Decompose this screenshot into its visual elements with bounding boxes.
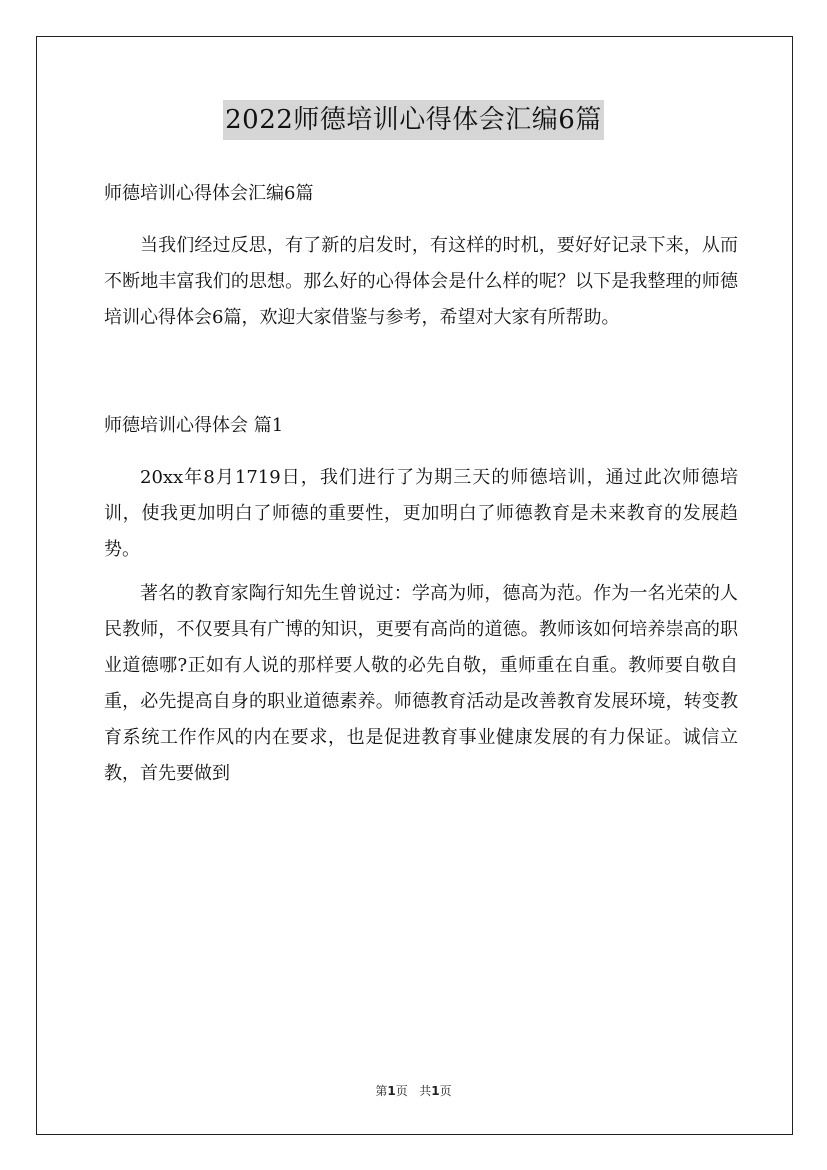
section-heading-1: 师德培训心得体会 篇1 (104, 415, 284, 436)
section1-paragraph-2: 著名的教育家陶行知先生曾说过：学高为师，德高为范。作为一名光荣的人民教师，不仅要具有广博的知识，更要有高尚的道德。教师该如何培养崇高的职业道德哪?正如有人说的那样要人敬的必先自敬，重师重在自重。教师要自敬自重，必先提高自身的职业道德素养。师德教育活动是改善教育发展环境，转变教育系统工作作风的内在要求，也是促进教育事业健康发展的有力保证。诚信立教，首先要做到 (104, 583, 738, 784)
intro-paragraph: 当我们经过反思，有了新的启发时，有这样的时机，要好好记录下来，从而不断地丰富我们的思想。那么好的心得体会是什么样的呢？以下是我整理的师德培训心得体会6篇，欢迎大家借鉴与参考，希望对大家有所帮助。 (104, 235, 738, 328)
page-footer (0, 1082, 827, 1100)
document-subtitle: 师德培训心得体会汇编6篇 (104, 183, 314, 204)
document-title: 2022师德培训心得体会汇编6篇 (223, 100, 604, 140)
page-suffix: 页 (395, 1084, 408, 1098)
page-prefix: 第 (375, 1084, 388, 1098)
section1-paragraph-1: 20xx年8月1719日，我们进行了为期三天的师德培训，通过此次师德培训，使我更加明白了师德的重要性，更加明白了师德教育是未来教育的发展趋势。 (104, 467, 738, 560)
section-spacer (104, 344, 738, 408)
total-pages: 1 (431, 1084, 440, 1098)
title-container (0, 100, 827, 140)
total-suffix: 页 (439, 1084, 452, 1098)
page-number: 1 (387, 1084, 396, 1098)
document-body (104, 176, 738, 800)
total-prefix: 共 (419, 1084, 432, 1098)
